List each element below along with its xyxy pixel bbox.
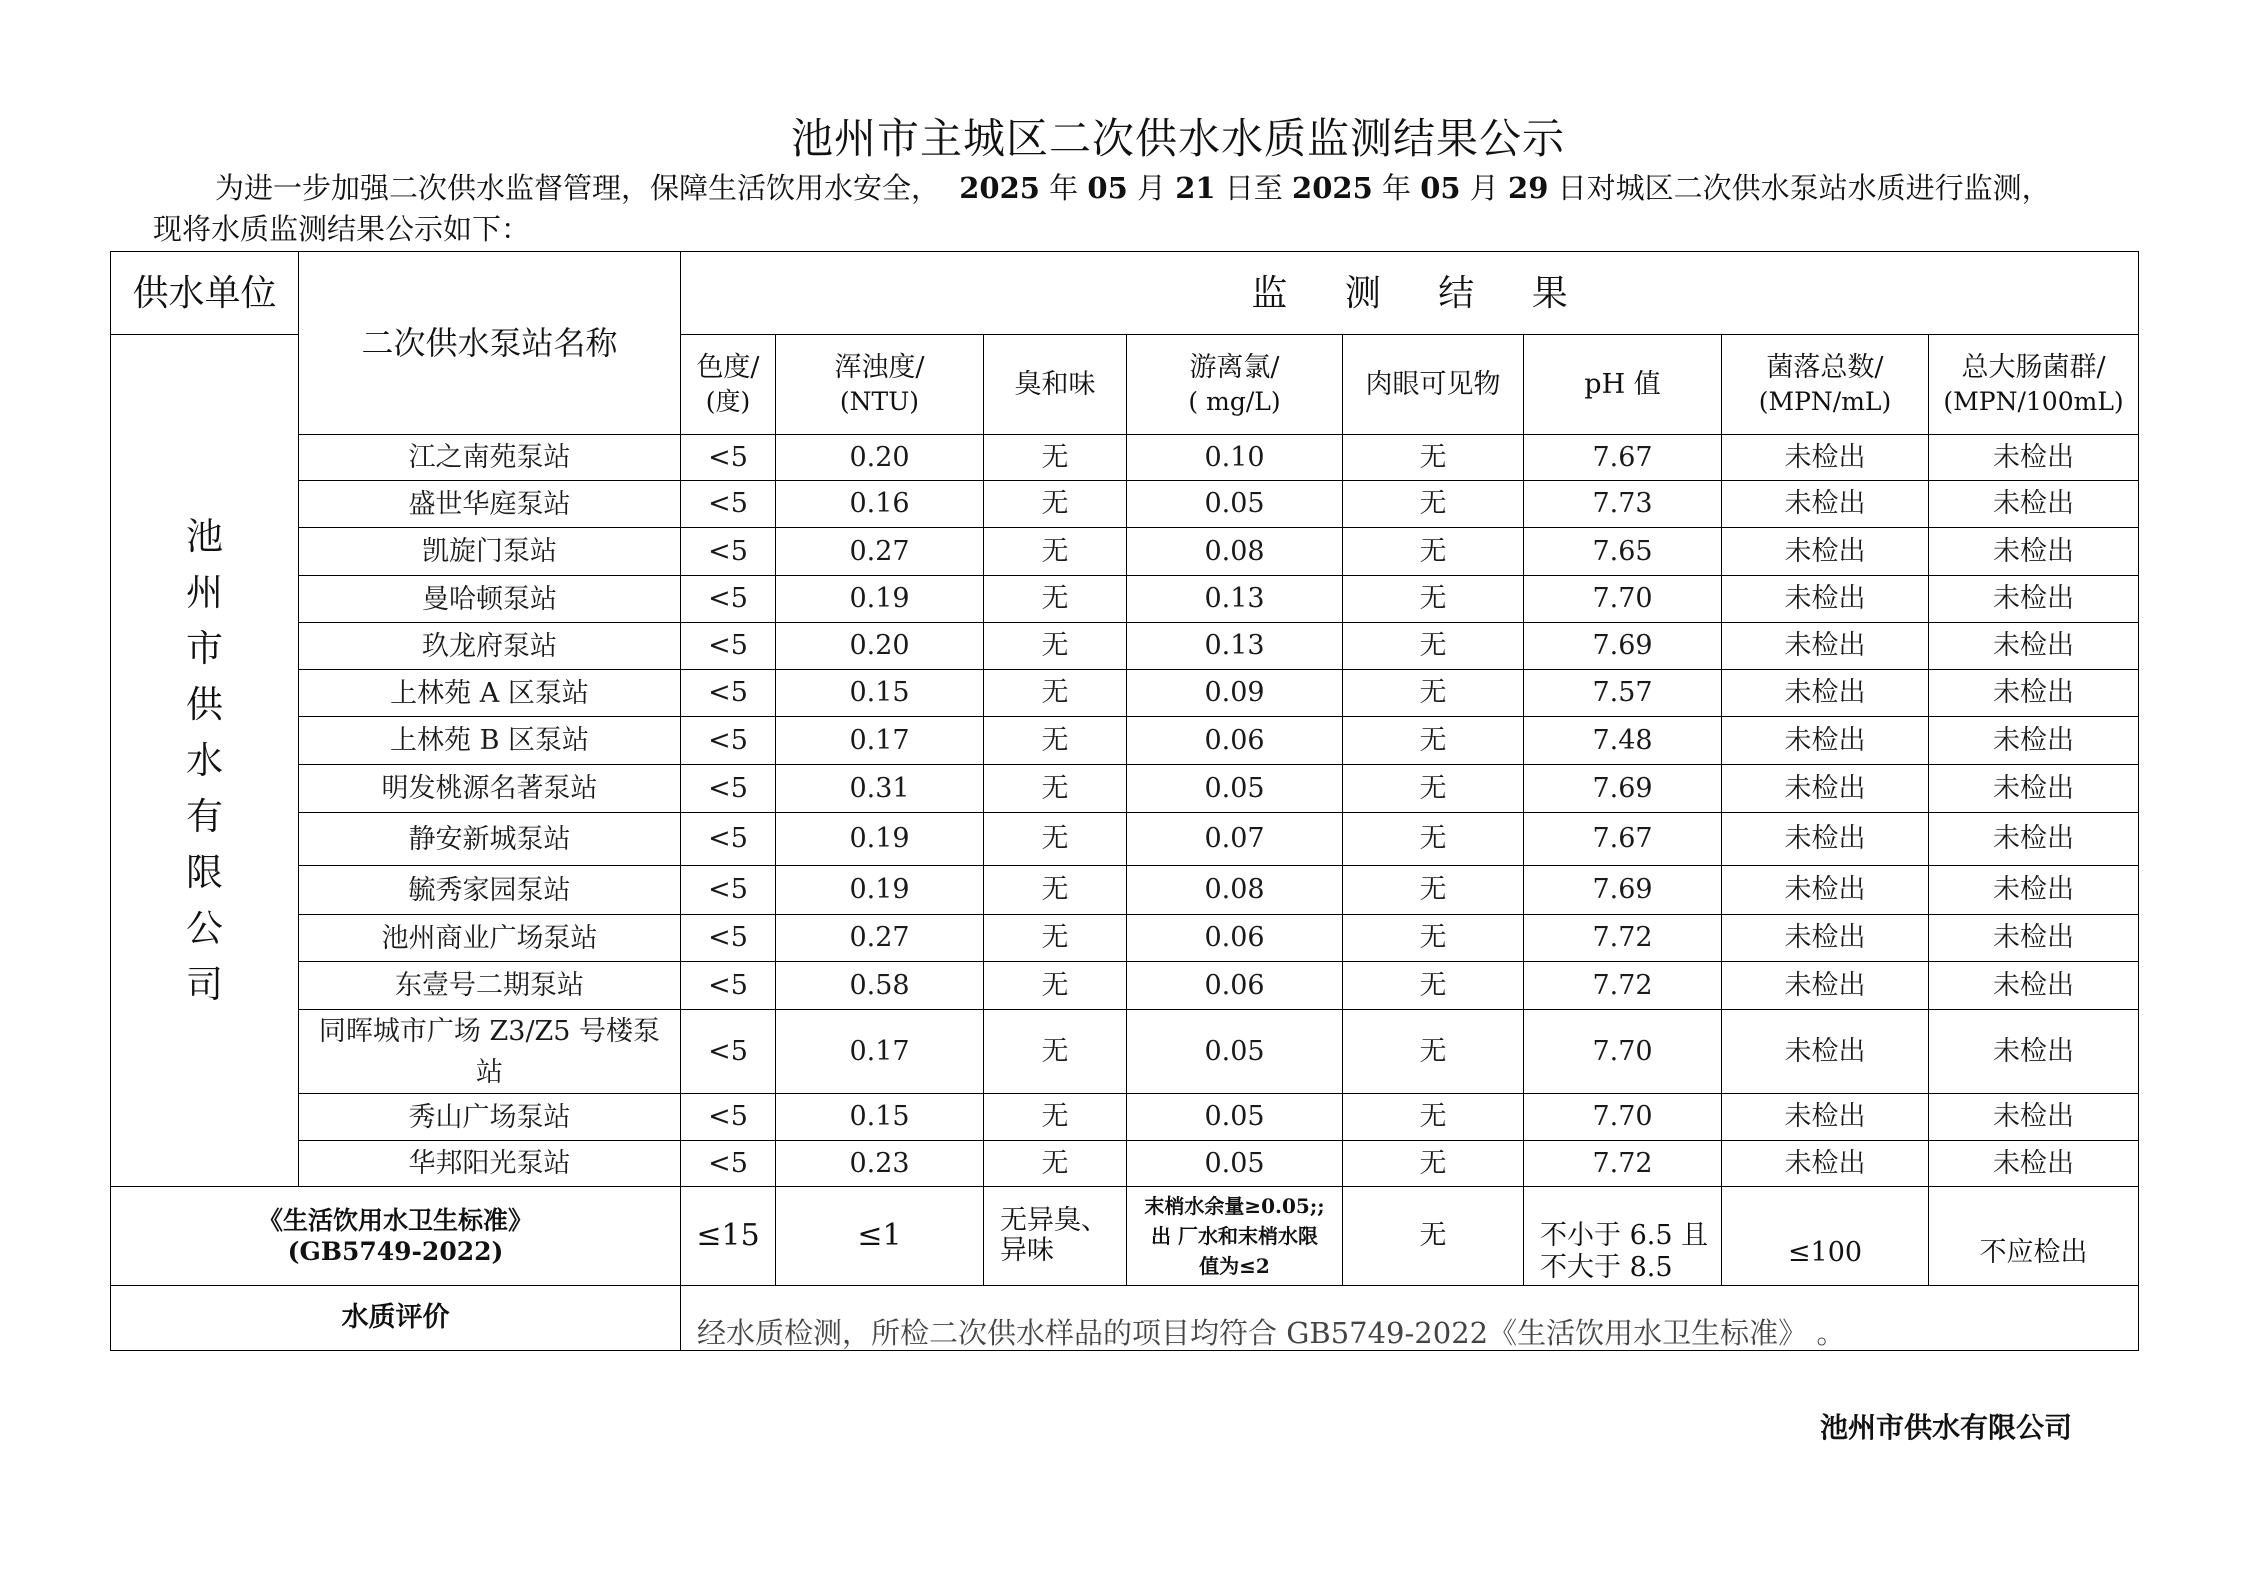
- odor-value: 无: [984, 435, 1127, 481]
- station-name-cell: [299, 623, 681, 670]
- colony-value: 未检出: [1722, 866, 1929, 915]
- chlorine-value: 0.09: [1127, 670, 1343, 717]
- odor-value: 无: [984, 670, 1127, 717]
- station-row: [111, 765, 2139, 813]
- visible-value: 无: [1343, 717, 1524, 765]
- header-chlorine-unit: ( mg/L): [1188, 386, 1281, 416]
- station-row: [111, 481, 2139, 528]
- standard-odor-line-1: 无异臭、: [1000, 1205, 1108, 1236]
- standard-color: ≤15: [681, 1187, 776, 1286]
- color-value: <5: [681, 813, 776, 866]
- odor-value: 无: [984, 576, 1127, 623]
- station-name: 东壹号二期泵站: [395, 970, 584, 1001]
- standard-ph-line-1: 不小于 6.5 且: [1540, 1220, 1709, 1251]
- chlorine-value: 0.05: [1127, 765, 1343, 813]
- ph-value: 7.73: [1524, 481, 1722, 528]
- standard-ph-line-2: 不大于 8.5: [1540, 1252, 1673, 1283]
- visible-value: 无: [1343, 528, 1524, 576]
- ph-value: 7.70: [1524, 1010, 1722, 1094]
- unit-header: 供水单位: [111, 252, 299, 335]
- evaluation-row: [111, 1286, 2139, 1351]
- visible-value: 无: [1343, 576, 1524, 623]
- chlorine-value: 0.06: [1127, 962, 1343, 1010]
- colony-value: 未检出: [1722, 528, 1929, 576]
- ph-value: 7.70: [1524, 576, 1722, 623]
- colony-value: 未检出: [1722, 813, 1929, 866]
- standard-ph: [1524, 1187, 1722, 1286]
- visible-value: 无: [1343, 435, 1524, 481]
- chlorine-value: 0.07: [1127, 813, 1343, 866]
- chlorine-value: 0.13: [1127, 576, 1343, 623]
- turbidity-value: 0.19: [776, 576, 984, 623]
- standard-chlorine-line-1: 末梢水余量≥0.05;;: [1144, 1194, 1325, 1218]
- header-coliform: [1929, 335, 2139, 435]
- header-colony: [1722, 335, 1929, 435]
- results-table: [110, 251, 2139, 1351]
- results-header: 监 测 结 果: [681, 252, 2139, 335]
- station-name: 毓秀家园泵站: [408, 874, 571, 906]
- station-row: [111, 1141, 2139, 1187]
- intro-line-2: 现将水质监测结果公示如下：: [153, 212, 531, 246]
- station-name-cell: [299, 1141, 681, 1187]
- visible-value: 无: [1343, 962, 1524, 1010]
- colony-value: 未检出: [1722, 576, 1929, 623]
- standard-odor-line-2: 异味: [1000, 1235, 1054, 1266]
- turbidity-value: 0.27: [776, 915, 984, 962]
- coliform-value: 未检出: [1929, 576, 2139, 623]
- start-year: 2025: [959, 171, 1040, 205]
- header-color: [681, 335, 776, 435]
- header-odor: [984, 335, 1127, 435]
- color-value: <5: [681, 435, 776, 481]
- station-row: [111, 1094, 2139, 1141]
- chlorine-value: 0.05: [1127, 1094, 1343, 1141]
- standard-colony: ≤100: [1722, 1187, 1929, 1286]
- visible-value: 无: [1343, 813, 1524, 866]
- odor-value: 无: [984, 1010, 1127, 1094]
- station-name: 盛世华庭泵站: [408, 488, 571, 520]
- coliform-value: 未检出: [1929, 1010, 2139, 1094]
- station-name: 江之南苑泵站: [408, 442, 571, 473]
- intro-line-1: [215, 168, 2051, 208]
- odor-value: 无: [984, 528, 1127, 576]
- odor-value: 无: [984, 717, 1127, 765]
- header-chlorine-label: 游离氯/: [1189, 351, 1280, 383]
- visible-value: 无: [1343, 481, 1524, 528]
- visible-value: 无: [1343, 1094, 1524, 1141]
- color-value: <5: [681, 1141, 776, 1187]
- unit-name-cell: [111, 335, 299, 1187]
- station-name-cell: [299, 481, 681, 528]
- standard-turbidity: ≤1: [776, 1187, 984, 1286]
- chlorine-value: 0.06: [1127, 915, 1343, 962]
- station-header: 二次供水泵站名称: [299, 252, 681, 435]
- colony-value: 未检出: [1722, 962, 1929, 1010]
- color-value: <5: [681, 1010, 776, 1094]
- station-row: [111, 962, 2139, 1010]
- signature: 池州市供水有限公司: [1820, 1411, 2073, 1444]
- colony-value: 未检出: [1722, 1094, 1929, 1141]
- color-value: <5: [681, 576, 776, 623]
- turbidity-value: 0.27: [776, 528, 984, 576]
- chlorine-value: 0.10: [1127, 435, 1343, 481]
- end-year: 2025: [1292, 171, 1373, 205]
- colony-value: 未检出: [1722, 915, 1929, 962]
- header-visible-label: 肉眼可见物: [1365, 368, 1501, 400]
- colony-value: 未检出: [1722, 1141, 1929, 1187]
- station-name-cell: [299, 915, 681, 962]
- visible-value: 无: [1343, 670, 1524, 717]
- standard-chlorine-line-2: 出 厂水和末梢水限: [1151, 1224, 1318, 1248]
- header-coliform-label: 总大肠菌群/: [1961, 351, 2106, 383]
- odor-value: 无: [984, 765, 1127, 813]
- turbidity-value: 0.19: [776, 813, 984, 866]
- station-name: 静安新城泵站: [408, 823, 571, 855]
- header-color-label: 色度/: [696, 351, 760, 383]
- turbidity-value: 0.31: [776, 765, 984, 813]
- station-name: 明发桃源名著泵站: [381, 773, 598, 804]
- turbidity-value: 0.20: [776, 435, 984, 481]
- color-value: <5: [681, 623, 776, 670]
- header-turbidity-unit: (NTU): [839, 386, 920, 416]
- color-value: <5: [681, 670, 776, 717]
- coliform-value: 未检出: [1929, 962, 2139, 1010]
- odor-value: 无: [984, 481, 1127, 528]
- standard-coliform: 不应检出: [1929, 1187, 2139, 1286]
- chlorine-value: 0.05: [1127, 1010, 1343, 1094]
- header-ph: [1524, 335, 1722, 435]
- coliform-value: 未检出: [1929, 717, 2139, 765]
- colony-value: 未检出: [1722, 670, 1929, 717]
- header-coliform-unit: (MPN/100mL): [1943, 386, 2124, 416]
- header-color-unit: (度): [705, 386, 751, 416]
- station-row: [111, 528, 2139, 576]
- coliform-value: 未检出: [1929, 1094, 2139, 1141]
- station-name-cell: [299, 813, 681, 866]
- chlorine-value: 0.05: [1127, 1141, 1343, 1187]
- header-row-1: [111, 252, 2139, 335]
- station-name-cell: [299, 528, 681, 576]
- station-row: [111, 670, 2139, 717]
- evaluation-label: 水质评价: [111, 1286, 681, 1351]
- chlorine-value: 0.06: [1127, 717, 1343, 765]
- station-row: [111, 866, 2139, 915]
- header-ph-label: pH 值: [1584, 368, 1661, 400]
- standard-name: [111, 1187, 681, 1286]
- coliform-value: 未检出: [1929, 435, 2139, 481]
- standard-row: [111, 1187, 2139, 1286]
- visible-value: 无: [1343, 765, 1524, 813]
- color-value: <5: [681, 765, 776, 813]
- station-name: 凯旋门泵站: [422, 536, 557, 567]
- turbidity-value: 0.19: [776, 866, 984, 915]
- year-unit: 年: [1049, 171, 1079, 205]
- year-unit: 年: [1381, 171, 1411, 205]
- turbidity-value: 0.20: [776, 623, 984, 670]
- visible-value: 无: [1343, 1141, 1524, 1187]
- station-name: 上林苑 A 区泵站: [390, 677, 589, 709]
- station-name-cell: [299, 1010, 681, 1094]
- colony-value: 未检出: [1722, 623, 1929, 670]
- month-unit: 月: [1469, 171, 1499, 205]
- ph-value: 7.69: [1524, 623, 1722, 670]
- color-value: <5: [681, 481, 776, 528]
- odor-value: 无: [984, 866, 1127, 915]
- turbidity-value: 0.15: [776, 670, 984, 717]
- color-value: <5: [681, 528, 776, 576]
- header-colony-label: 菌落总数/: [1766, 351, 1884, 383]
- turbidity-value: 0.17: [776, 1010, 984, 1094]
- header-turbidity-label: 浑浊度/: [834, 351, 925, 383]
- odor-value: 无: [984, 623, 1127, 670]
- station-name: 玖龙府泵站: [422, 630, 557, 662]
- station-row: [111, 623, 2139, 670]
- ph-value: 7.72: [1524, 962, 1722, 1010]
- coliform-value: 未检出: [1929, 623, 2139, 670]
- odor-value: 无: [984, 962, 1127, 1010]
- end-day: 29: [1508, 171, 1549, 205]
- station-name-cell: [299, 670, 681, 717]
- month-unit: 月: [1136, 171, 1166, 205]
- station-name-cell: [299, 435, 681, 481]
- colony-value: 未检出: [1722, 717, 1929, 765]
- station-name: 华邦阳光泵站: [408, 1148, 571, 1179]
- turbidity-value: 0.58: [776, 962, 984, 1010]
- odor-value: 无: [984, 915, 1127, 962]
- turbidity-value: 0.16: [776, 481, 984, 528]
- ph-value: 7.72: [1524, 915, 1722, 962]
- ph-value: 7.69: [1524, 866, 1722, 915]
- odor-value: 无: [984, 1141, 1127, 1187]
- coliform-value: 未检出: [1929, 813, 2139, 866]
- station-name-cell: [299, 765, 681, 813]
- intro-lead: 为进一步加强二次供水监督管理，保障生活饮用水安全，: [215, 171, 941, 205]
- start-month: 05: [1087, 171, 1128, 205]
- standard-odor: [984, 1187, 1127, 1286]
- ph-value: 7.69: [1524, 765, 1722, 813]
- header-colony-unit: (MPN/mL): [1758, 386, 1892, 416]
- station-row: [111, 915, 2139, 962]
- visible-value: 无: [1343, 623, 1524, 670]
- standard-name-line-2: (GB5749-2022): [287, 1237, 504, 1266]
- station-row: [111, 435, 2139, 481]
- ph-value: 7.67: [1524, 813, 1722, 866]
- color-value: <5: [681, 717, 776, 765]
- standard-chlorine-line-3: 值为≤2: [1199, 1254, 1270, 1278]
- station-name-cell: [299, 1094, 681, 1141]
- odor-value: 无: [984, 1094, 1127, 1141]
- visible-value: 无: [1343, 866, 1524, 915]
- ph-value: 7.67: [1524, 435, 1722, 481]
- turbidity-value: 0.23: [776, 1141, 984, 1187]
- unit-name: 池州市供水有限公司: [186, 514, 223, 1006]
- standard-visible: 无: [1343, 1187, 1524, 1286]
- colony-value: 未检出: [1722, 435, 1929, 481]
- coliform-value: 未检出: [1929, 481, 2139, 528]
- day-tail: 日对城区二次供水泵站水质进行监测，: [1557, 171, 2051, 205]
- station-name-cell: [299, 576, 681, 623]
- station-row: [111, 576, 2139, 623]
- turbidity-value: 0.17: [776, 717, 984, 765]
- coliform-value: 未检出: [1929, 1141, 2139, 1187]
- color-value: <5: [681, 962, 776, 1010]
- colony-value: 未检出: [1722, 481, 1929, 528]
- chlorine-value: 0.05: [1127, 481, 1343, 528]
- colony-value: 未检出: [1722, 765, 1929, 813]
- station-row: [111, 717, 2139, 765]
- standard-name-line-1: 《生活饮用水卫生标准》: [257, 1206, 533, 1235]
- coliform-value: 未检出: [1929, 866, 2139, 915]
- header-odor-label: 臭和味: [1014, 368, 1096, 400]
- color-value: <5: [681, 866, 776, 915]
- visible-value: 无: [1343, 1010, 1524, 1094]
- header-visible: [1343, 335, 1524, 435]
- day-to: 日至: [1224, 171, 1283, 205]
- station-name: 秀山广场泵站: [408, 1101, 571, 1133]
- station-name: 池州商业广场泵站: [381, 922, 598, 954]
- table-body: [111, 252, 2139, 1351]
- chlorine-value: 0.08: [1127, 866, 1343, 915]
- station-name: 曼哈顿泵站: [422, 583, 557, 615]
- ph-value: 7.48: [1524, 717, 1722, 765]
- visible-value: 无: [1343, 915, 1524, 962]
- station-name: 上林苑 B 区泵站: [389, 725, 589, 756]
- station-row: [111, 813, 2139, 866]
- coliform-value: 未检出: [1929, 670, 2139, 717]
- evaluation-text: 经水质检测，所检二次供水样品的项目均符合 GB5749-2022《生活饮用水卫生标准》 。: [681, 1286, 2139, 1351]
- station-name-cell: [299, 962, 681, 1010]
- colony-value: 未检出: [1722, 1010, 1929, 1094]
- chlorine-value: 0.13: [1127, 623, 1343, 670]
- header-turbidity: [776, 335, 984, 435]
- color-value: <5: [681, 1094, 776, 1141]
- coliform-value: 未检出: [1929, 915, 2139, 962]
- ph-value: 7.72: [1524, 1141, 1722, 1187]
- station-row: [111, 1010, 2139, 1094]
- start-day: 21: [1175, 171, 1216, 205]
- station-name-cell: [299, 717, 681, 765]
- ph-value: 7.57: [1524, 670, 1722, 717]
- coliform-value: 未检出: [1929, 528, 2139, 576]
- station-name: 同晖城市广场 Z3/Z5 号楼泵站: [318, 1015, 661, 1088]
- chlorine-value: 0.08: [1127, 528, 1343, 576]
- station-name-cell: [299, 866, 681, 915]
- end-month: 05: [1420, 171, 1461, 205]
- ph-value: 7.65: [1524, 528, 1722, 576]
- color-value: <5: [681, 915, 776, 962]
- odor-value: 无: [984, 813, 1127, 866]
- page-title: 池州市主城区二次供水水质监测结果公示: [790, 114, 1565, 163]
- ph-value: 7.70: [1524, 1094, 1722, 1141]
- header-chlorine: [1127, 335, 1343, 435]
- coliform-value: 未检出: [1929, 765, 2139, 813]
- turbidity-value: 0.15: [776, 1094, 984, 1141]
- standard-chlorine: [1127, 1187, 1343, 1286]
